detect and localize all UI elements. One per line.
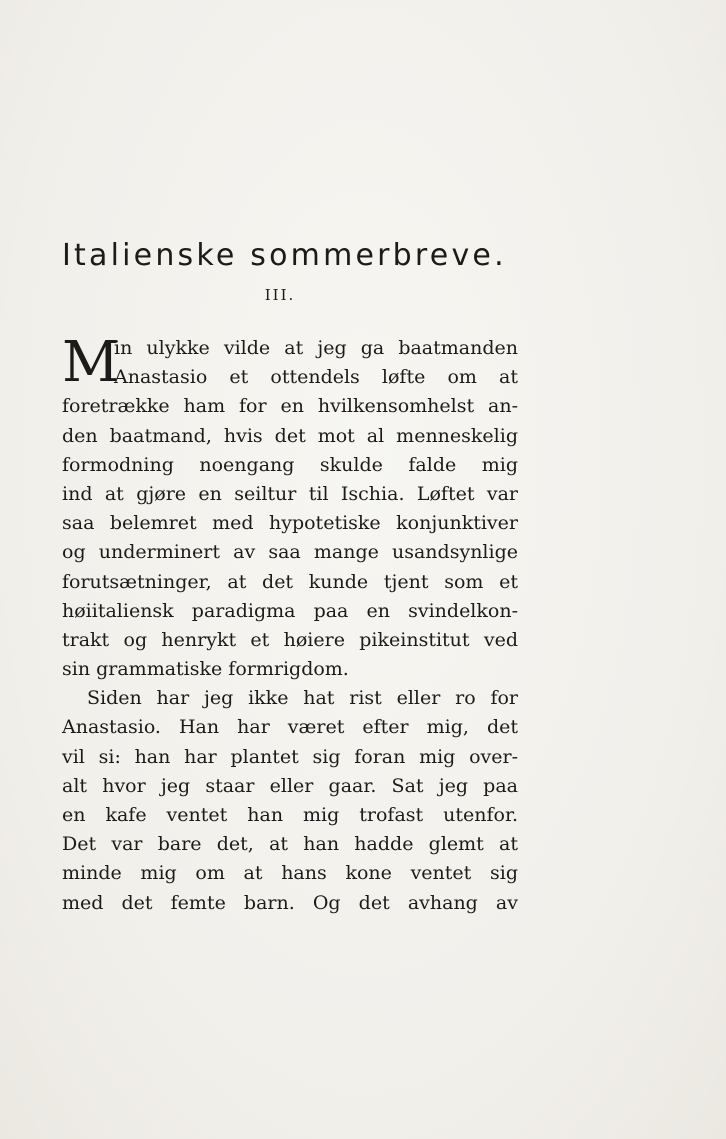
text-line: og underminert av saa mange usandsynlige — [62, 541, 518, 564]
drop-cap: M — [62, 330, 120, 395]
text-line: trakt og henrykt et høiere pikeinstitut ved — [62, 628, 518, 651]
text-line: sin grammatiske formrigdom. — [62, 658, 349, 681]
text-line: Anastasio. Han har været efter mig, det — [62, 716, 518, 739]
body-text — [62, 330, 518, 918]
text-line: in ulykke vilde at jeg ga baatmanden — [114, 337, 518, 359]
text-line: Siden har jeg ikke hat rist eller ro for — [87, 687, 518, 710]
chapter-title: Italienske sommerbreve. — [62, 238, 507, 273]
text-line: minde mig om at hans kone ventet sig — [62, 862, 518, 885]
text-line: med det femte barn. Og det avhang av — [62, 891, 518, 914]
text-line: høiitaliensk paradigma paa en svindelkon- — [62, 599, 518, 622]
text-line: en kafe ventet han mig trofast utenfor. — [62, 804, 518, 826]
text-line: formodning noengang skulde falde mig — [62, 453, 518, 476]
text-line: forutsætninger, at det kunde tjent som et — [62, 570, 518, 593]
text-line: ind at gjøre en seiltur til Ischia. Løftet var — [62, 482, 518, 505]
text-line: Det var bare det, at han hadde glemt at — [62, 833, 518, 856]
chapter-numeral: III. — [264, 286, 296, 304]
text-line: foretrække ham for en hvilkensomhelst an- — [62, 395, 518, 418]
text-line: den baatmand, hvis det mot al menneskelig — [62, 424, 518, 447]
text-line: Anastasio et ottendels løfte om at — [114, 366, 518, 389]
text-line: alt hvor jeg staar eller gaar. Sat jeg paa — [62, 774, 518, 797]
text-line: saa belemret med hypotetiske konjunktiver — [62, 512, 518, 535]
text-line: vil si: han har plantet sig foran mig over- — [62, 745, 518, 768]
